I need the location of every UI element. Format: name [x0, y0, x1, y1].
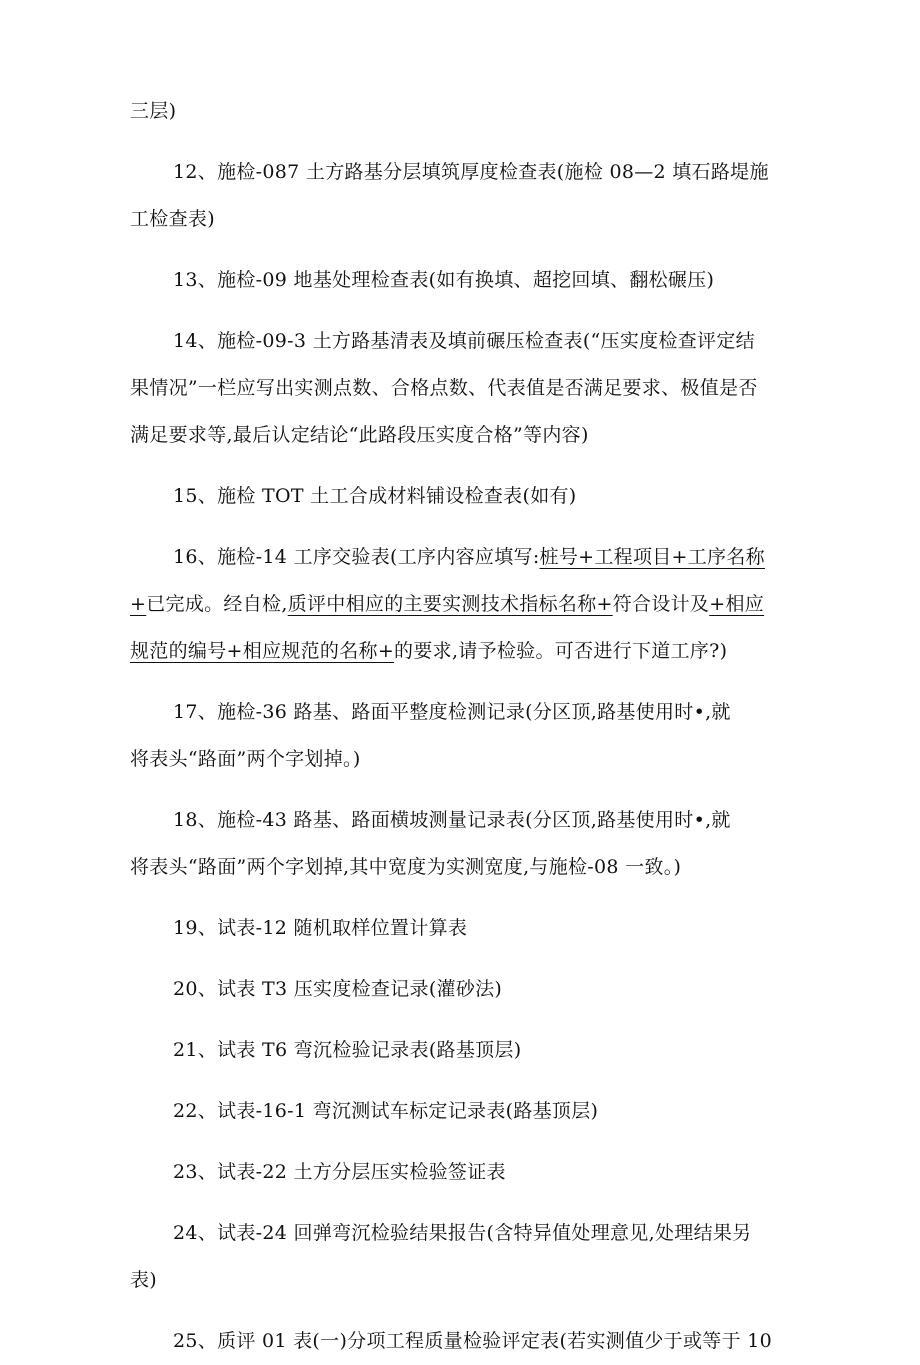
text-line: 22、试表-16-1 弯沉测试车标定记录表(路基顶层): [173, 1100, 599, 1122]
text-line: 12、施检-087 土方路基分层填筑厚度检查表(施检 08—2 填石路堤施: [173, 161, 769, 183]
text-line: 14、施检-09-3 土方路基清表及填前碾压检查表(“压实度检查评定结: [173, 330, 755, 352]
text-line: 23、试表-22 土方分层压实检验签证表: [173, 1161, 506, 1183]
text-line: 24、试表-24 回弹弯沉检验结果报告(含特异值处理意见,处理结果另: [173, 1222, 752, 1244]
text-line: 将表头“路面”两个字划掉。): [130, 748, 361, 770]
item-24: [130, 1210, 792, 1304]
text-line: 19、试表-12 随机取样位置计算表: [173, 917, 468, 939]
text-line: 将表头“路面”两个字划掉,其中宽度为实测宽度,与施检-08 一致。): [130, 856, 682, 878]
text-line: 15、施检 TOT 土工合成材料铺设检查表(如有): [173, 485, 577, 507]
text-run: 16、施检-14 工序交验表(工序内容应填写:: [173, 546, 540, 568]
item-22: [130, 1088, 792, 1135]
item-17: [130, 689, 792, 783]
underlined-text: +: [130, 593, 147, 615]
text-line: [130, 628, 792, 675]
item-23: [130, 1149, 792, 1196]
item-18: [130, 797, 792, 891]
item-14: [130, 318, 792, 459]
item-12: [130, 149, 792, 243]
text-line: 18、施检-43 路基、路面横坡测量记录表(分区顶,路基使用时•,就: [173, 809, 731, 831]
underlined-text: 桩号+工程项目+工序名称: [539, 546, 765, 568]
item-15: [130, 473, 792, 520]
text-line: 工检查表): [130, 208, 215, 230]
text-line: 17、施检-36 路基、路面平整度检测记录(分区顶,路基使用时•,就: [173, 701, 731, 723]
underlined-text: +相应: [709, 593, 765, 615]
item-16: [130, 534, 792, 675]
underlined-text: 质评中相应的主要实测技术指标名称+: [287, 593, 613, 615]
text-line: 表): [130, 1269, 158, 1291]
item-19: [130, 905, 792, 952]
text-line: 20、试表 T3 压实度检查记录(灌砂法): [173, 978, 503, 1000]
item-21: [130, 1027, 792, 1074]
text-line: [130, 581, 792, 628]
text-line: 13、施检-09 地基处理检查表(如有换填、超挖回填、翻松碾压): [173, 269, 715, 291]
text-line: 25、质评 01 表(一)分项工程质量检验评定表(若实测值少于或等于 10: [173, 1330, 772, 1352]
item-13: [130, 257, 792, 304]
text-run: 已完成。经自检,: [146, 593, 288, 615]
paragraph-continuation: [130, 88, 792, 135]
text-line: 满足要求等,最后认定结论“此路段压实度合格”等内容): [130, 424, 589, 446]
item-20: [130, 966, 792, 1013]
item-25: [130, 1318, 792, 1365]
underlined-text: 规范的编号+相应规范的名称+: [130, 640, 395, 662]
text-line: 三层): [130, 100, 177, 122]
text-line: 果情况”一栏应写出实测点数、合格点数、代表值是否满足要求、极值是否: [130, 377, 758, 399]
text-line: [130, 534, 792, 581]
text-line: 21、试表 T6 弯沉检验记录表(路基顶层): [173, 1039, 522, 1061]
text-run: 符合设计及: [612, 593, 710, 615]
text-run: 的要求,请予检验。可否进行下道工序?): [394, 640, 728, 662]
